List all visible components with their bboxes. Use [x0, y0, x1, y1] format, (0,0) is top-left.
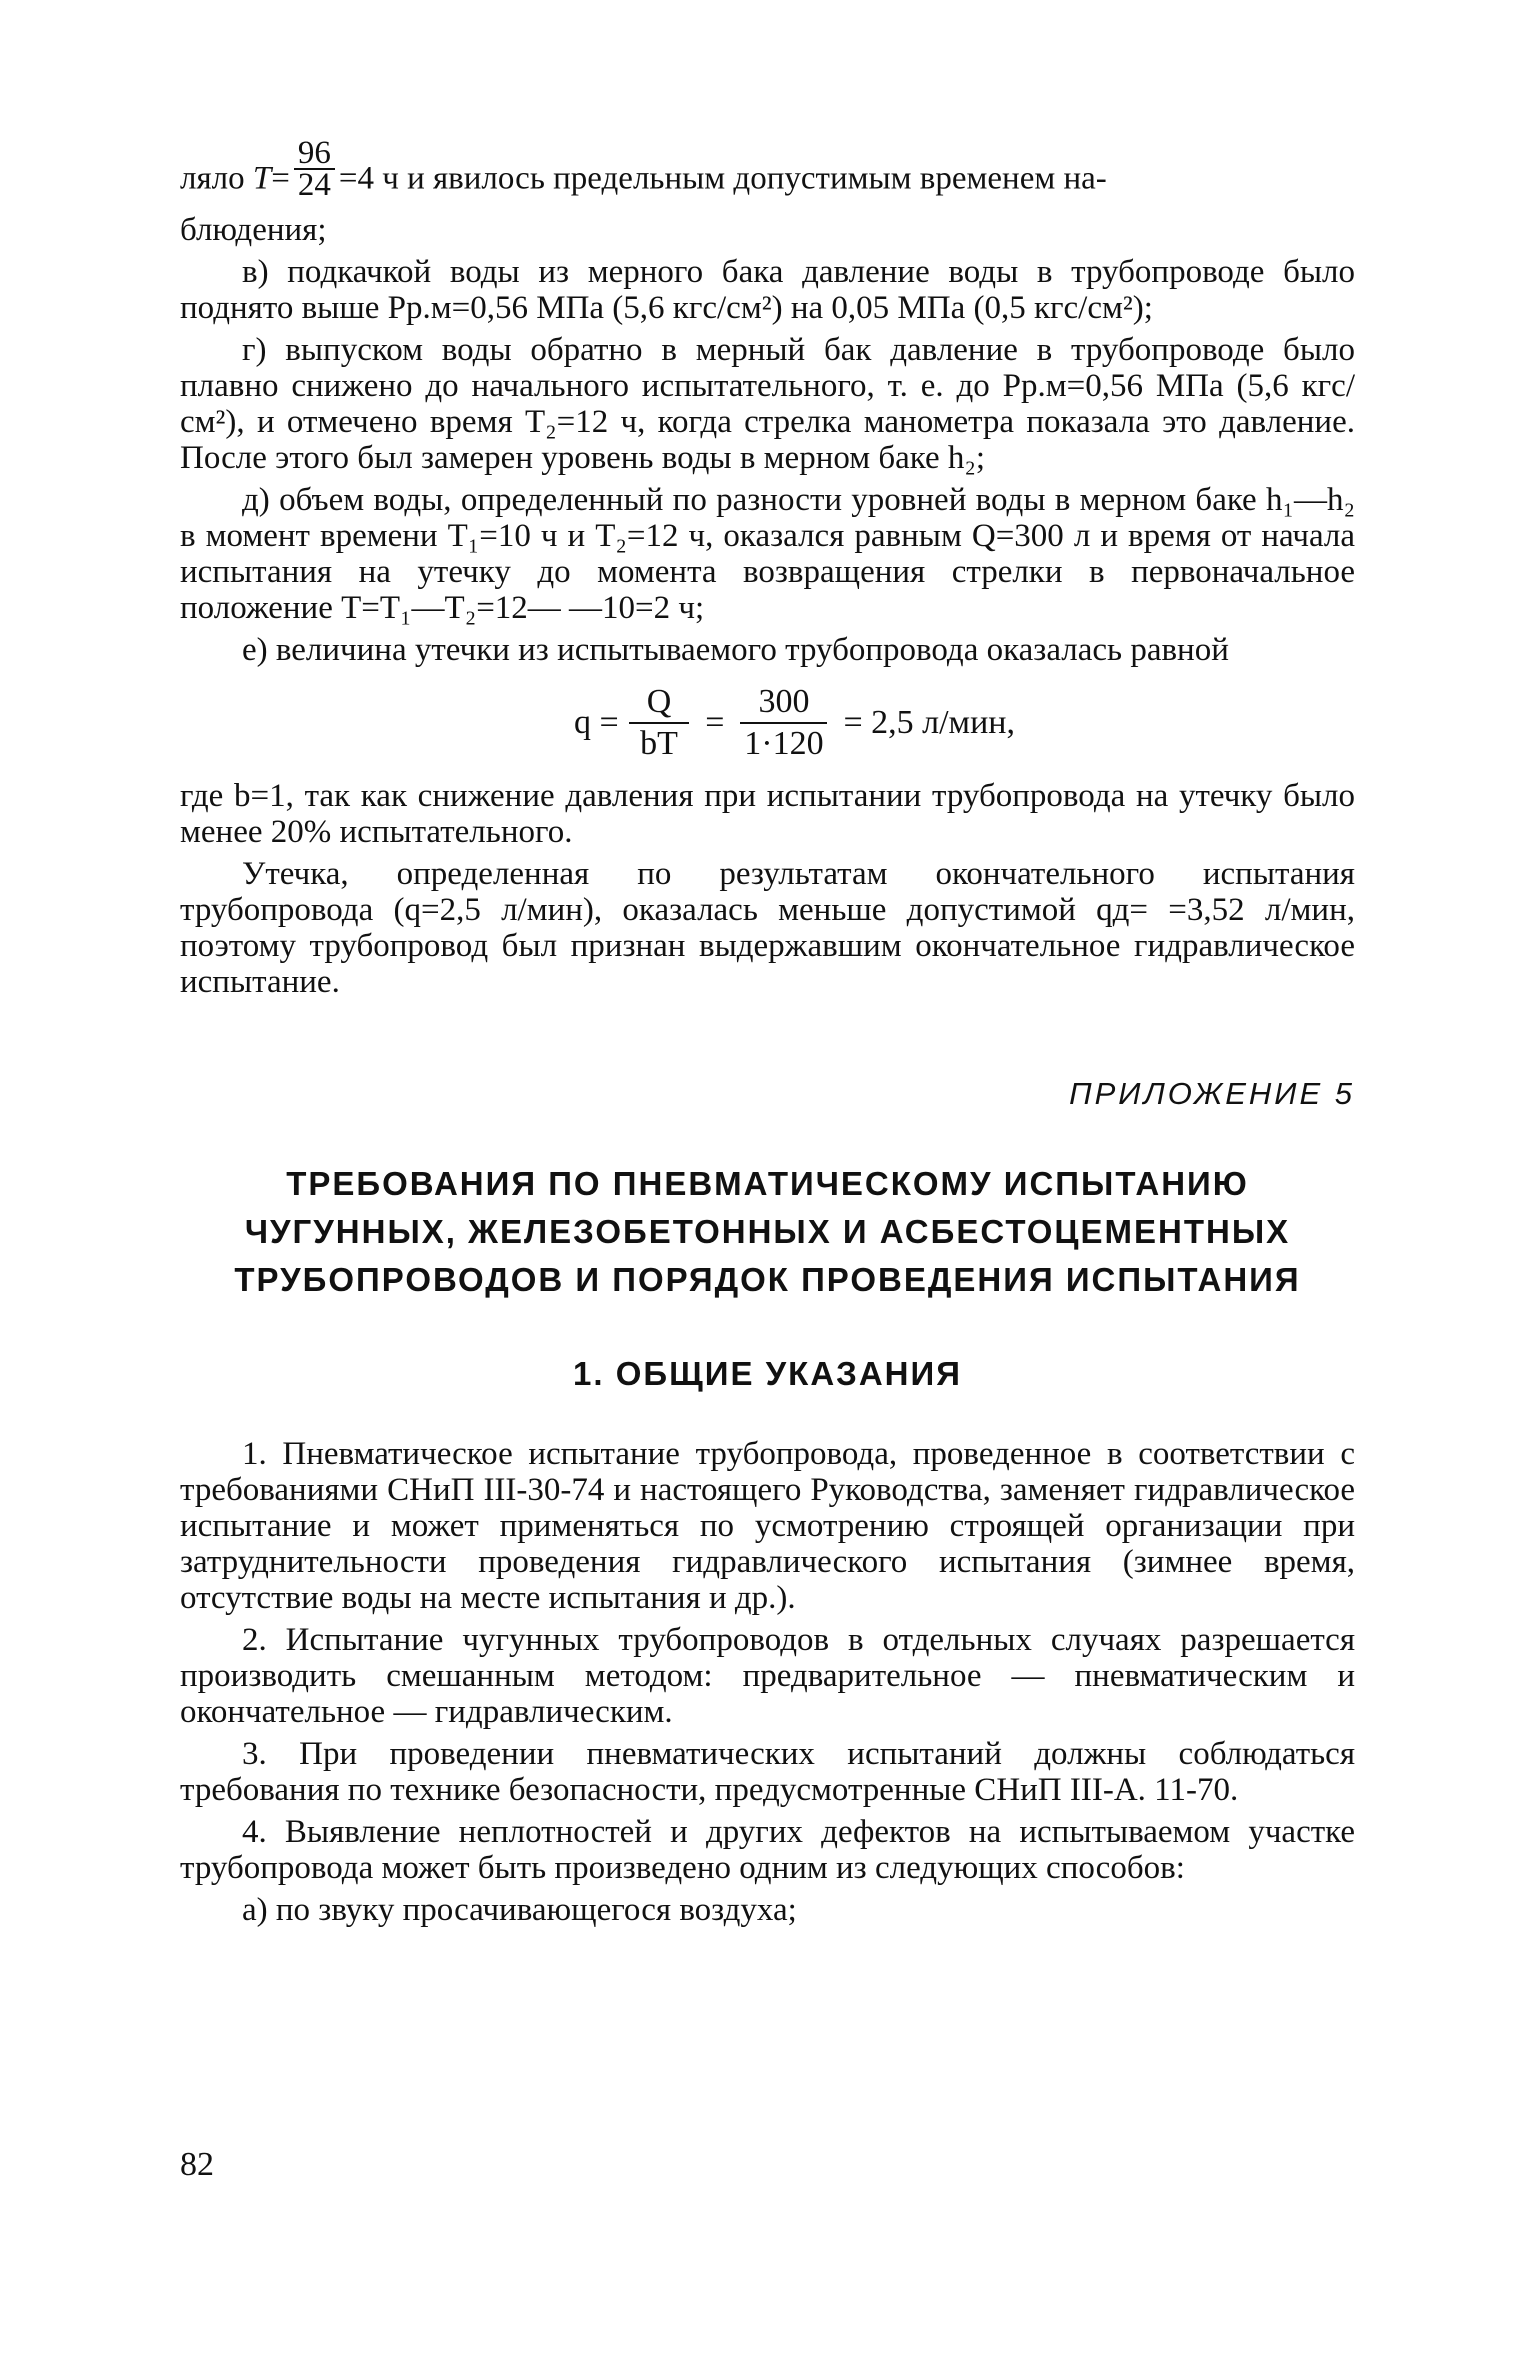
- paragraph-3: 3. При проведении пневматических испытаний должны соблюдаться требования по технике безопасности, предусмотренные СНиП III-А. 11-70.: [180, 1736, 1355, 1808]
- title-line-2: ЧУГУННЫХ, ЖЕЛЕЗОБЕТОННЫХ И АСБЕСТОЦЕМЕНТНЫХ: [244, 1213, 1291, 1250]
- formula-result: = 2,5 л/мин,: [843, 704, 1015, 741]
- continuation-paragraph: [180, 135, 1355, 248]
- formula-fraction-2-denominator: 1·120: [744, 725, 824, 762]
- fraction-denominator: 24: [297, 167, 331, 203]
- inline-fraction: [294, 135, 335, 203]
- paragraph-1: 1. Пневматическое испытание трубопровода, проведенное в соответствии с требованиями СНиП III-30-74 и настоящего Руководства, заменяет гидравлическое испытание и может применяться по усмотрению строящей организации при затруднительности проведения гидравлического испытания (зимнее время, отсутствие воды на месте испытания и др.).: [180, 1436, 1355, 1616]
- fraction-numerator: 96: [294, 138, 335, 170]
- appendix-label: ПРИЛОЖЕНИЕ 5: [1069, 1076, 1355, 1111]
- item-v: в) подкачкой воды из мерного бака давление воды в трубопроводе было поднято выше Pр.м=0,56 МПа (5,6 кгс/см²) на 0,05 МПа (0,5 кгс/см²);: [180, 254, 1355, 326]
- formula-lhs: q =: [574, 704, 619, 741]
- continuation-prefix: ляло: [180, 160, 253, 197]
- paragraph-4: 4. Выявление неплотностей и других дефектов на испытываемом участке трубопровода может быть произведено одним из следующих способов:: [180, 1814, 1355, 1886]
- formula-equals: =: [271, 160, 290, 197]
- title-line-3: ТРУБОПРОВОДОВ И ПОРЯДОК ПРОВЕДЕНИЯ ИСПЫТАНИЯ: [234, 1261, 1301, 1298]
- formula-fraction-1: [629, 682, 690, 764]
- formula-fraction-2-numerator: 300: [740, 682, 827, 724]
- item-g: г) выпуском воды обратно в мерный бак давление в трубопроводе было плавно снижено до начального испытательного, т. е. до Pр.м=0,56 МПа (5,6 кгс/см²), и отмечено время T₂=12 ч, когда стрелка манометра показала это давление. После этого был замерен уровень воды в мерном баке h₂;: [180, 332, 1355, 476]
- page-content: [180, 135, 1355, 1934]
- page-number: 82: [180, 2146, 214, 2183]
- formula-fraction-2: [740, 682, 827, 764]
- leak-formula: [180, 682, 1355, 764]
- continuation-line-2: блюдения;: [180, 212, 327, 248]
- section-title: 1. ОБЩИЕ УКАЗАНИЯ: [573, 1355, 962, 1392]
- formula-fraction-1-numerator: Q: [629, 682, 690, 724]
- item-d: д) объем воды, определенный по разности уровней воды в мерном баке h₁—h₂ в момент времени T₁=10 ч и T₂=12 ч, оказался равным Q=300 л и время от начала испытания на утечку до момента возвращения стрелки в первоначальное положение T=T₁—T₂=12— —10=2 ч;: [180, 482, 1355, 626]
- after-formula-paragraph: где b=1, так как снижение давления при испытании трубопровода на утечку было менее 20% испытательного.: [180, 778, 1355, 850]
- item-e: е) величина утечки из испытываемого трубопровода оказалась равной: [242, 632, 1229, 668]
- paragraph-2: 2. Испытание чугунных трубопроводов в отдельных случаях разрешается производить смешанным методом: предварительное — пневматическим и окончательное — гидравлическим.: [180, 1622, 1355, 1730]
- formula-variable-t: T: [252, 160, 272, 197]
- conclusion-paragraph: Утечка, определенная по результатам окончательного испытания трубопровода (q=2,5 л/мин), оказалась меньше допустимой qд= =3,52 л/мин, поэтому трубопровод был признан выдержавшим окончательное гидравлическое испытание.: [180, 856, 1355, 1000]
- formula-fraction-1-denominator: bT: [640, 725, 678, 762]
- continuation-suffix: =4 ч и явилось предельным допустимым временем на-: [338, 160, 1107, 197]
- title-line-1: ТРЕБОВАНИЯ ПО ПНЕВМАТИЧЕСКОМУ ИСПЫТАНИЮ: [286, 1165, 1249, 1202]
- paragraph-4a: а) по звуку просачивающегося воздуха;: [242, 1892, 797, 1928]
- formula-equals-2: =: [705, 704, 725, 741]
